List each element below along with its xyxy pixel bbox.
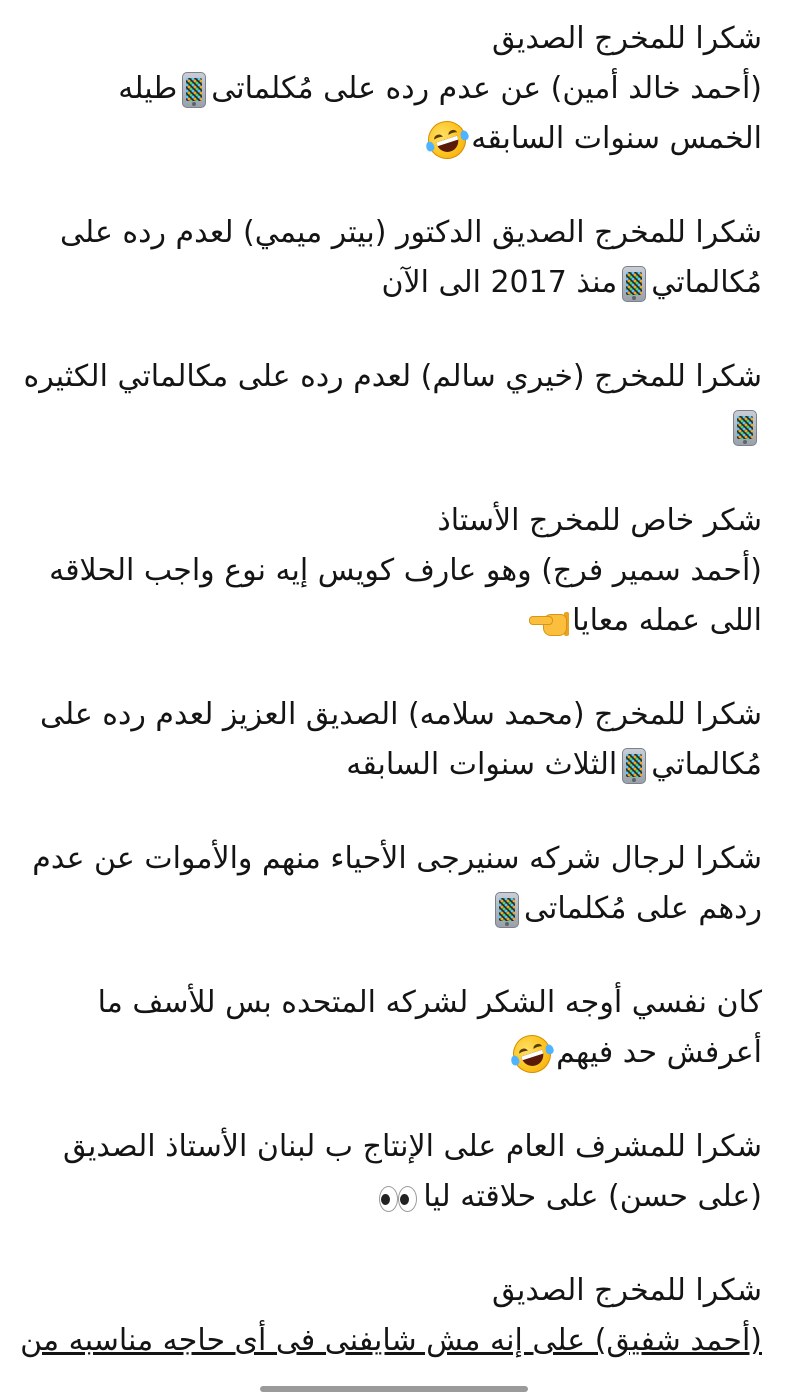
post-line-text: (على حسن) على حلاقته ليا [423,1179,762,1214]
post-line-text: (أحمد خالد أمين) عن عدم رده على مُكلماتى [211,71,762,106]
post-paragraph [24,1122,762,1222]
post-line-text: شكرا للمخرج الصديق [492,21,762,56]
rolling-laughing-face-icon [423,116,471,164]
post-paragraph [24,208,762,308]
post-line [24,1122,762,1172]
post-line [24,496,762,546]
post-paragraph [24,14,762,164]
post-line [24,884,762,934]
post-paragraph [20,1266,762,1366]
post-line-text: شكرا للمشرف العام على الإنتاج ب لبنان الأستاذ الصديق [63,1129,762,1164]
post-line-text: أعرفش حد فيهم [556,1035,762,1070]
post-line [24,64,762,114]
post-line-text: مُكالماتي [651,265,762,300]
eyes-icon [378,1184,418,1212]
post-line-text: شكرا للمخرج الصديق [492,1273,762,1308]
post-line-text-after-emoji: منذ 2017 الى الآن [381,265,618,300]
post-line [24,14,762,64]
post-line-text: شكرا لرجال شركه سنيرجى الأحياء منهم والأموات عن عدم [32,841,762,876]
rolling-laughing-face-icon [508,1030,556,1078]
post-line-text-after-emoji: طيله [118,71,178,106]
post-line [24,978,762,1028]
post-paragraph [24,352,762,452]
mobile-phone-icon [622,266,646,302]
post-line [24,114,762,164]
post-line [24,402,762,452]
mobile-phone-icon [733,410,757,446]
post-paragraph [24,978,762,1078]
post-line [24,596,762,646]
post-line-text: الخمس سنوات السابقه [471,121,762,156]
post-line [24,740,762,790]
post-line-text: شكرا للمخرج الصديق الدكتور (بيتر ميمي) لعدم رده على [60,215,762,250]
post-line [24,1172,762,1222]
post-line [24,208,762,258]
post-line-text: شكرا للمخرج (خيري سالم) لعدم رده على مكالماتي الكثيره [23,359,762,394]
post-line-text: كان نفسي أوجه الشكر لشركه المتحده بس للأسف ما [97,985,762,1020]
post-line [24,1028,762,1078]
post-line [24,258,762,308]
pointing-hand-icon [529,606,567,638]
post-paragraph [24,496,762,646]
mobile-phone-icon [495,892,519,928]
post-line-text: اللى عمله معايا [572,603,762,638]
post-line-text: شكر خاص للمخرج الأستاذ [437,503,762,538]
home-indicator[interactable] [260,1386,528,1392]
post-line [24,834,762,884]
post-line-text: (أحمد شفيق) على إنه مش شايفنى فى أى حاجه مناسبه من [20,1323,762,1358]
mobile-phone-icon [182,72,206,108]
post-line-text-after-emoji: الثلاث سنوات السابقه [346,747,618,782]
post-line [24,1266,762,1316]
post-line-text: شكرا للمخرج (محمد سلامه) الصديق العزيز لعدم رده على [39,697,762,732]
post-line-text: ردهم على مُكلماتى [524,891,762,926]
post-line [24,690,762,740]
mobile-phone-icon [622,748,646,784]
post-line [24,352,762,402]
post-line [20,1316,762,1366]
post-paragraph [24,834,762,934]
post-line-text: (أحمد سمير فرج) وهو عارف كويس إيه نوع واجب الحلاقه [49,553,762,588]
post-line-text: مُكالماتي [651,747,762,782]
post-paragraph [24,690,762,790]
post-line [24,546,762,596]
